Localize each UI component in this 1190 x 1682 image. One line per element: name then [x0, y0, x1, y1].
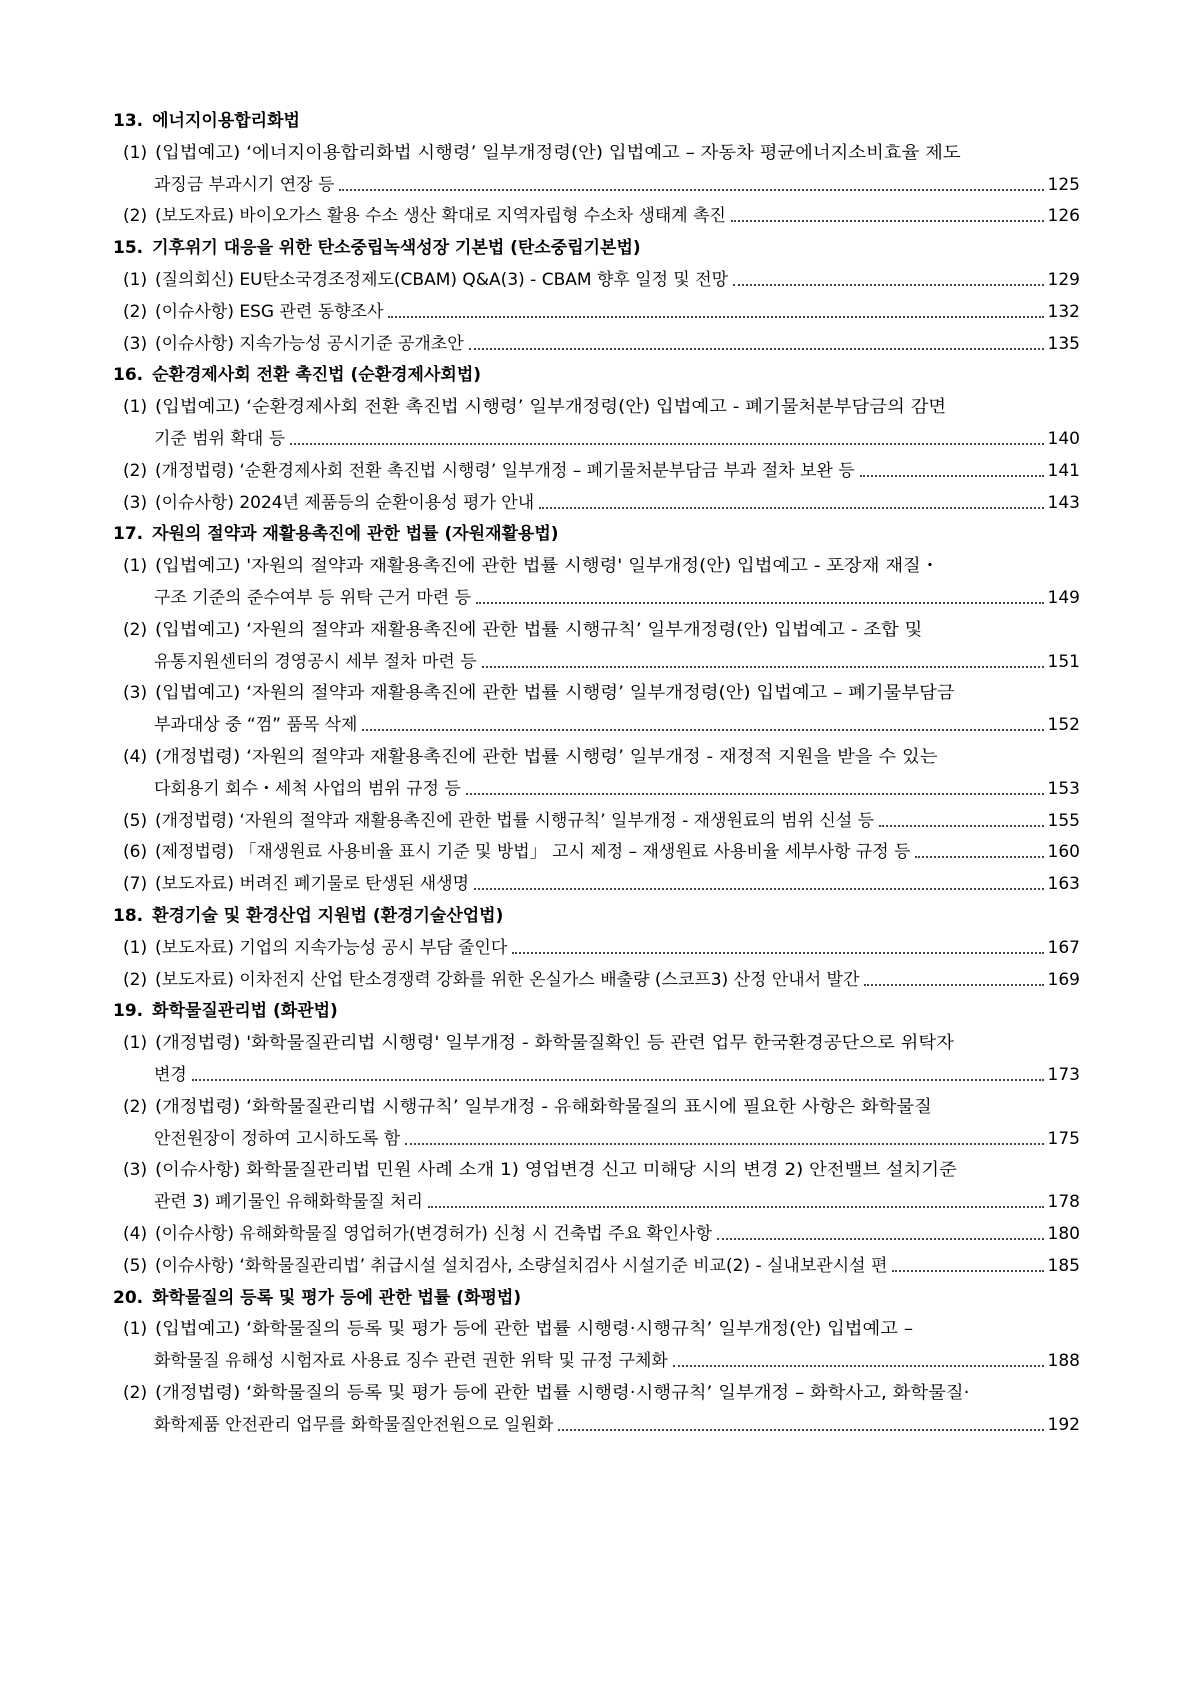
page-number: 173	[1047, 1065, 1080, 1085]
dot-leader	[717, 1238, 1044, 1240]
toc-entry-row	[123, 810, 1080, 832]
toc-entry-row	[154, 651, 1080, 673]
entry-number: (3)	[123, 492, 148, 513]
page-number: 169	[1047, 969, 1080, 990]
entry-number: (1)	[123, 937, 148, 958]
toc-entry-row	[123, 460, 1080, 482]
entry-number: (1)	[123, 397, 148, 418]
dot-leader	[428, 1206, 1044, 1208]
page-number: 167	[1047, 937, 1080, 958]
toc-entry-row	[123, 333, 1080, 355]
entry-number: (2)	[123, 301, 148, 322]
entry-text: 화학물질 유해성 시험자료 사용료 징수 관련 권한 위탁 및 규정 구체화	[154, 1351, 668, 1372]
toc-entry-row	[123, 841, 1080, 863]
toc-entry-row	[154, 428, 1080, 450]
entry-number: (2)	[123, 206, 148, 227]
entry-number: (5)	[123, 1255, 148, 1276]
page-number: 126	[1047, 206, 1080, 227]
page-number: 153	[1047, 778, 1080, 799]
section-title: 에너지이용합리화법	[152, 111, 300, 131]
dot-leader	[469, 348, 1044, 350]
section-heading	[113, 364, 481, 386]
entry-text: 화학제품 안전관리 업무를 화학물질안전원으로 일원화	[154, 1414, 554, 1435]
page-number: 152	[1047, 715, 1080, 736]
page-number: 192	[1047, 1414, 1080, 1435]
entry-text: (개정법령) ‘순환경제사회 전환 촉진법 시행령’ 일부개정 – 폐기물처분부담금 부과 절차 보완 등	[155, 460, 855, 481]
page-number: 132	[1047, 301, 1080, 322]
section-title: 순환경제사회 전환 촉진법 (순환경제사회법)	[152, 365, 482, 386]
entry-number: (4)	[123, 747, 148, 767]
section-heading	[113, 523, 559, 545]
page-number: 163	[1047, 874, 1080, 895]
section-number: 17.	[113, 524, 144, 545]
entry-number: (3)	[123, 1160, 148, 1181]
entry-number: (1)	[123, 1319, 148, 1340]
entry-number: (2)	[123, 1096, 148, 1117]
dot-leader	[731, 220, 1044, 222]
entry-text: (개정법령) ‘화학물질의 등록 및 평가 등에 관한 법률 시행령·시행규칙’ 일부개정 – 화학사고, 화학물질·	[155, 1383, 970, 1403]
toc-entry-line	[123, 396, 1080, 418]
entry-text: (이슈사항) 2024년 제품등의 순환이용성 평가 안내	[155, 492, 535, 513]
toc-entry-line	[123, 1318, 1080, 1340]
toc-entry-row	[154, 1128, 1080, 1150]
dot-leader	[512, 952, 1043, 954]
toc-entry-line	[123, 682, 1080, 704]
entry-number: (2)	[123, 619, 148, 640]
entry-text: 안전원장이 정하여 고시하도록 함	[154, 1128, 401, 1149]
section-number: 16.	[113, 365, 144, 386]
entry-number: (2)	[123, 969, 148, 990]
dot-leader	[388, 316, 1043, 318]
section-heading	[113, 1287, 521, 1309]
toc-entry-row	[123, 205, 1080, 227]
entry-number: (3)	[123, 683, 148, 704]
dot-leader	[405, 1143, 1043, 1145]
entry-text: 관련 3) 폐기물인 유해화학물질 처리	[154, 1192, 423, 1213]
page-number: 135	[1047, 333, 1080, 354]
toc-entry-row	[154, 1414, 1080, 1436]
page-number: 149	[1047, 588, 1080, 608]
section-number: 20.	[113, 1287, 144, 1308]
toc-entry-line	[123, 142, 1080, 164]
toc-entry-line	[123, 746, 1080, 768]
dot-leader	[474, 888, 1043, 890]
page-number: 160	[1047, 842, 1080, 863]
entry-number: (6)	[123, 842, 148, 863]
page-number: 175	[1047, 1128, 1080, 1149]
page-number: 125	[1047, 174, 1080, 195]
page-number: 180	[1047, 1224, 1080, 1244]
entry-text: (이슈사항) 지속가능성 공시기준 공개초안	[155, 333, 464, 354]
page-number: 129	[1047, 270, 1080, 290]
dot-leader	[915, 856, 1043, 858]
toc-entry-row	[123, 1255, 1080, 1277]
entry-text: (입법예고) '자원의 절약과 재활용촉진에 관한 법률 시행령' 일부개정(안) 입법예고 - 포장재 재질・	[155, 556, 940, 577]
entry-number: (2)	[123, 460, 148, 481]
entry-text: (입법예고) ‘화학물질의 등록 및 평가 등에 관한 법률 시행령·시행규칙’ 일부개정(안) 입법예고 –	[155, 1319, 914, 1340]
dot-leader	[673, 1365, 1044, 1367]
page-number: 141	[1047, 460, 1080, 481]
entry-text: 유통지원센터의 경영공시 세부 절차 마련 등	[154, 651, 477, 672]
toc-entry-row	[123, 1223, 1080, 1245]
entry-number: (3)	[123, 333, 148, 354]
dot-leader	[860, 475, 1044, 477]
entry-text: (입법예고) ‘순환경제사회 전환 촉진법 시행령’ 일부개정령(안) 입법예고 - 폐기물처분부담금의 감면	[155, 397, 947, 418]
section-heading	[113, 110, 300, 132]
toc-entry-row	[154, 174, 1080, 196]
entry-text: 기준 범위 확대 등	[154, 429, 286, 449]
dot-leader	[892, 1270, 1043, 1272]
section-title: 화학물질의 등록 및 평가 등에 관한 법률 (화평법)	[152, 1287, 522, 1308]
entry-text: (보도자료) 기업의 지속가능성 공시 부담 줄인다	[155, 937, 508, 958]
entry-text: (이슈사항) ‘화학물질관리법’ 취급시설 설치검사, 소량설치검사 시설기준 비교(2) - 실내보관시설 편	[155, 1255, 888, 1276]
dot-leader	[482, 666, 1044, 668]
dot-leader	[339, 189, 1043, 191]
entry-text: (개정법령) ‘자원의 절약과 재활용촉진에 관한 법률 시행령’ 일부개정 - 재정적 지원을 받을 수 있는	[155, 747, 938, 767]
toc-entry-line	[123, 619, 1080, 641]
page-number: 151	[1047, 651, 1080, 672]
toc-entry-line	[123, 555, 1080, 577]
section-number: 13.	[113, 111, 144, 131]
dot-leader	[362, 729, 1043, 731]
toc-entry-row	[154, 587, 1080, 609]
toc-entry-row	[123, 301, 1080, 323]
page-number: 140	[1047, 429, 1080, 449]
toc-entry-line	[123, 1096, 1080, 1118]
toc-entry-row	[123, 937, 1080, 959]
toc-entry-line	[123, 1382, 1080, 1404]
entry-text: 다회용기 회수・세척 사업의 범위 규정 등	[154, 778, 461, 799]
dot-leader	[539, 507, 1043, 509]
toc-entry-line	[123, 1159, 1080, 1181]
entry-number: (4)	[123, 1224, 148, 1244]
section-heading	[113, 905, 503, 927]
dot-leader	[466, 793, 1044, 795]
dot-leader	[476, 602, 1044, 604]
section-title: 자원의 절약과 재활용촉진에 관한 법률 (자원재활용법)	[152, 524, 559, 545]
toc-entry-row	[123, 873, 1080, 895]
toc-entry-row	[154, 778, 1080, 800]
section-number: 15.	[113, 238, 144, 259]
section-title: 화학물질관리법 (화관법)	[152, 1001, 338, 1022]
entry-text: (보도자료) 바이오가스 활용 수소 생산 확대로 지역자립형 수소차 생태계 촉진	[155, 206, 726, 227]
entry-text: (입법예고) ‘자원의 절약과 재활용촉진에 관한 법률 시행령’ 일부개정령(안) 입법예고 – 폐기물부담금	[155, 683, 955, 704]
section-heading	[113, 237, 641, 259]
toc-entry-row	[123, 969, 1080, 991]
entry-text: (보도자료) 버려진 폐기물로 탄생된 새생명	[155, 874, 470, 895]
page-number: 188	[1047, 1351, 1080, 1372]
toc-entry-row	[154, 714, 1080, 736]
entry-number: (1)	[123, 556, 148, 577]
entry-text: 부과대상 중 “껌” 품목 삭제	[154, 715, 358, 736]
entry-text: (질의회신) EU탄소국경조정제도(CBAM) Q&A(3) - CBAM 향후 일정 및 전망	[155, 270, 729, 290]
section-number: 18.	[113, 906, 144, 926]
entry-number: (1)	[123, 142, 148, 163]
dot-leader	[733, 284, 1043, 286]
entry-text: (이슈사항) 유해화학물질 영업허가(변경허가) 신청 시 건축법 주요 확인사항	[155, 1224, 713, 1244]
page-number: 185	[1047, 1255, 1080, 1276]
page-number: 155	[1047, 810, 1080, 831]
page-number: 178	[1047, 1192, 1080, 1213]
section-number: 19.	[113, 1001, 144, 1022]
dot-leader	[192, 1079, 1044, 1081]
dot-leader	[558, 1429, 1043, 1431]
entry-number: (2)	[123, 1383, 148, 1403]
entry-text: (개정법령) ‘화학물질관리법 시행규칙’ 일부개정 - 유해화학물질의 표시에 필요한 사항은 화학물질	[155, 1096, 932, 1117]
toc-entry-row	[154, 1191, 1080, 1213]
toc-entry-row	[123, 269, 1080, 291]
dot-leader	[879, 825, 1043, 827]
entry-text: 구조 기준의 준수여부 등 위탁 근거 마련 등	[154, 588, 472, 608]
toc-entry-row	[154, 1350, 1080, 1372]
dot-leader	[290, 443, 1043, 445]
dot-leader	[864, 984, 1043, 986]
entry-text: (입법예고) ‘에너지이용합리화법 시행령’ 일부개정령(안) 입법예고 – 자동차 평균에너지소비효율 제도	[155, 142, 961, 163]
entry-number: (1)	[123, 1033, 148, 1054]
entry-number: (5)	[123, 810, 148, 831]
entry-text: (입법예고) ‘자원의 절약과 재활용촉진에 관한 법률 시행규칙’ 일부개정령(안) 입법예고 - 조합 및	[155, 619, 923, 640]
section-heading	[113, 1000, 338, 1022]
entry-text: 변경	[154, 1065, 187, 1085]
entry-number: (1)	[123, 270, 148, 290]
section-title: 환경기술 및 환경산업 지원법 (환경기술산업법)	[152, 906, 504, 926]
entry-text: 과징금 부과시기 연장 등	[154, 174, 335, 195]
entry-text: (제정법령) 「재생원료 사용비율 표시 기준 및 방법」 고시 제정 – 재생원료 사용비율 세부사항 규정 등	[155, 842, 911, 863]
entry-text: (개정법령) '화학물질관리법 시행령' 일부개정 - 화학물질확인 등 관련 업무 한국환경공단으로 위탁자	[155, 1033, 954, 1054]
section-title: 기후위기 대응을 위한 탄소중립녹색성장 기본법 (탄소중립기본법)	[152, 238, 641, 259]
toc-entry-line	[123, 1032, 1080, 1054]
entry-number: (7)	[123, 874, 148, 895]
entry-text: (이슈사항) ESG 관련 동향조사	[155, 301, 384, 322]
page-number: 143	[1047, 492, 1080, 513]
toc-entry-row	[154, 1064, 1080, 1086]
entry-text: (개정법령) ‘자원의 절약과 재활용촉진에 관한 법률 시행규칙’ 일부개정 - 재생원료의 범위 신설 등	[155, 810, 875, 831]
toc-entry-row	[123, 492, 1080, 514]
entry-text: (이슈사항) 화학물질관리법 민원 사례 소개 1) 영업변경 신고 미해당 시의 변경 2) 안전밸브 설치기준	[155, 1160, 957, 1181]
entry-text: (보도자료) 이차전지 산업 탄소경쟁력 강화를 위한 온실가스 배출량 (스코프3) 산정 안내서 발간	[155, 969, 860, 990]
